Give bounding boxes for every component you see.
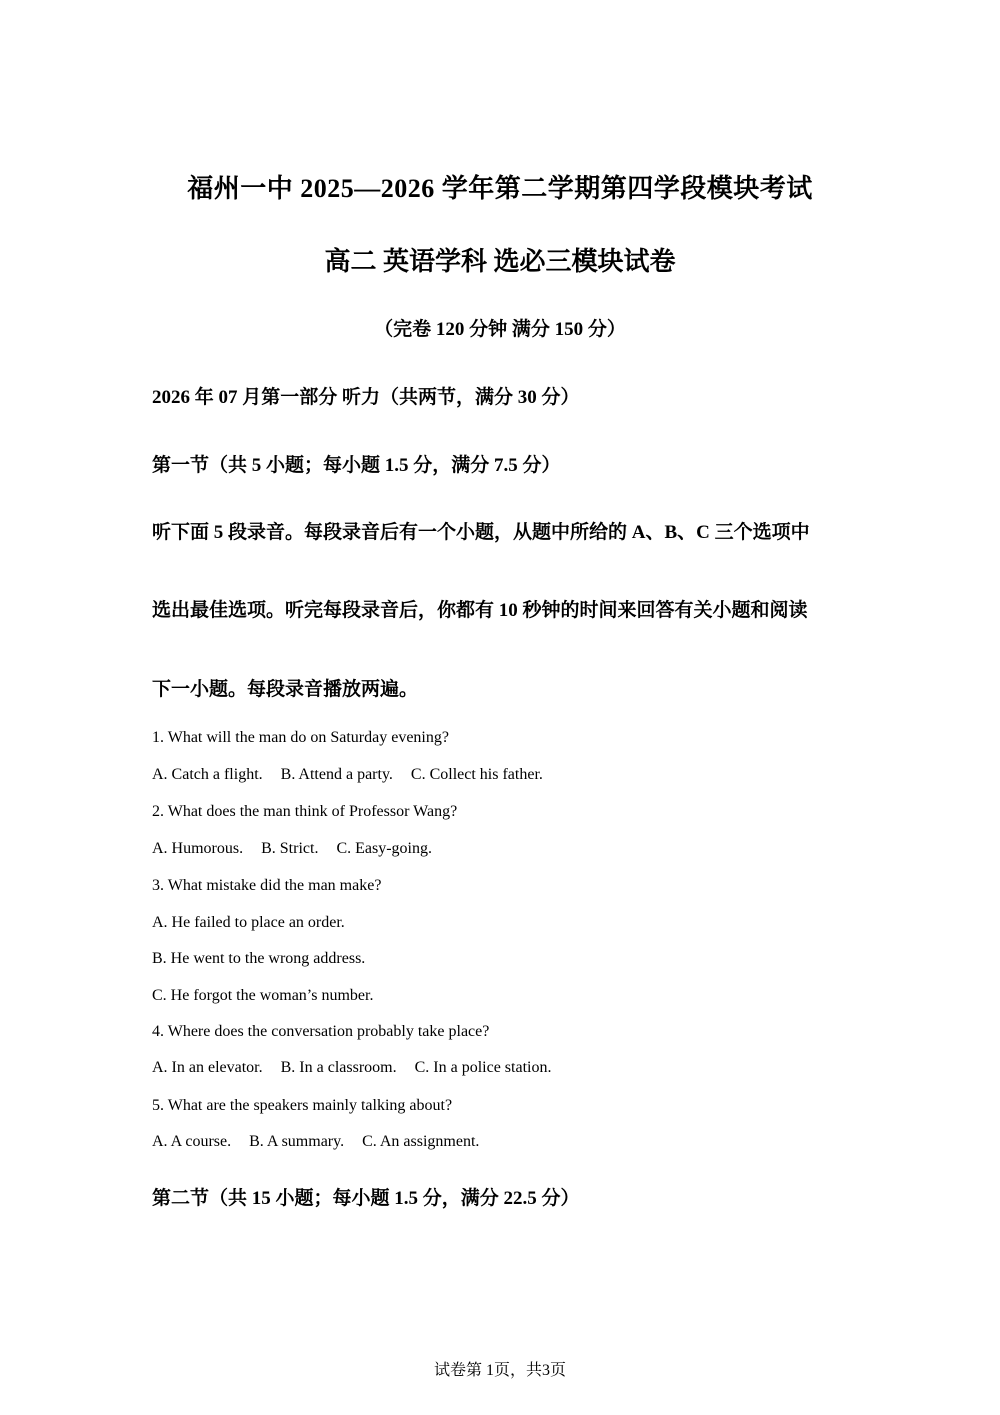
- option-b: B. A summary.: [249, 1133, 345, 1150]
- exam-time-score: （完卷 120 分钟 满分 150 分）: [374, 319, 626, 340]
- option-a: A. Humorous.: [152, 840, 244, 857]
- instructions-line-1: 听下面 5 段录音。每段录音后有一个小题，从题中所给的 A、B、C 三个选项中: [152, 522, 810, 543]
- option-c: C. Collect his father.: [410, 766, 543, 783]
- question-3-option-c: C. He forgot the woman’s number.: [152, 987, 374, 1004]
- page-footer: 试卷第 1页，共3页: [433, 1362, 566, 1379]
- option-a: A. A course.: [152, 1133, 232, 1150]
- question-2-options: [152, 840, 450, 858]
- question-3-option-a: A. He failed to place an order.: [152, 914, 345, 931]
- question-2: 2. What does the man think of Professor Wang?: [152, 803, 458, 820]
- question-5-options: [152, 1133, 497, 1151]
- option-b: B. In a classroom.: [280, 1059, 397, 1076]
- option-b: B. Strict.: [261, 840, 319, 857]
- exam-title: 福州一中 2025—2026 学年第二学期第四学段模块考试: [187, 174, 813, 203]
- question-4: 4. Where does the conversation probably take place?: [152, 1023, 490, 1040]
- instructions-line-3: 下一小题。每段录音播放两遍。: [152, 679, 419, 700]
- question-3: 3. What mistake did the man make?: [152, 877, 382, 894]
- question-1-options: [152, 766, 561, 784]
- option-a: A. In an elevator.: [152, 1059, 263, 1076]
- section1-heading: 第一节（共 5 小题；每小题 1.5 分，满分 7.5 分）: [152, 455, 561, 476]
- option-a: A. Catch a flight.: [152, 766, 263, 783]
- question-4-options: [152, 1059, 569, 1077]
- instructions-line-2: 选出最佳选项。听完每段录音后，你都有 10 秒钟的时间来回答有关小题和阅读: [152, 600, 808, 621]
- question-3-option-b: B. He went to the wrong address.: [152, 950, 366, 967]
- option-b: B. Attend a party.: [280, 766, 393, 783]
- option-c: C. An assignment.: [362, 1133, 480, 1150]
- option-c: C. In a police station.: [414, 1059, 552, 1076]
- option-c: C. Easy-going.: [336, 840, 432, 857]
- question-1: 1. What will the man do on Saturday evening?: [152, 729, 449, 746]
- exam-subject-title: 高二 英语学科 选必三模块试卷: [324, 247, 676, 276]
- section2-heading: 第二节（共 15 小题；每小题 1.5 分，满分 22.5 分）: [152, 1188, 580, 1209]
- part1-heading: 2026 年 07 月第一部分 听力（共两节，满分 30 分）: [152, 387, 580, 408]
- question-5: 5. What are the speakers mainly talking about?: [152, 1097, 453, 1114]
